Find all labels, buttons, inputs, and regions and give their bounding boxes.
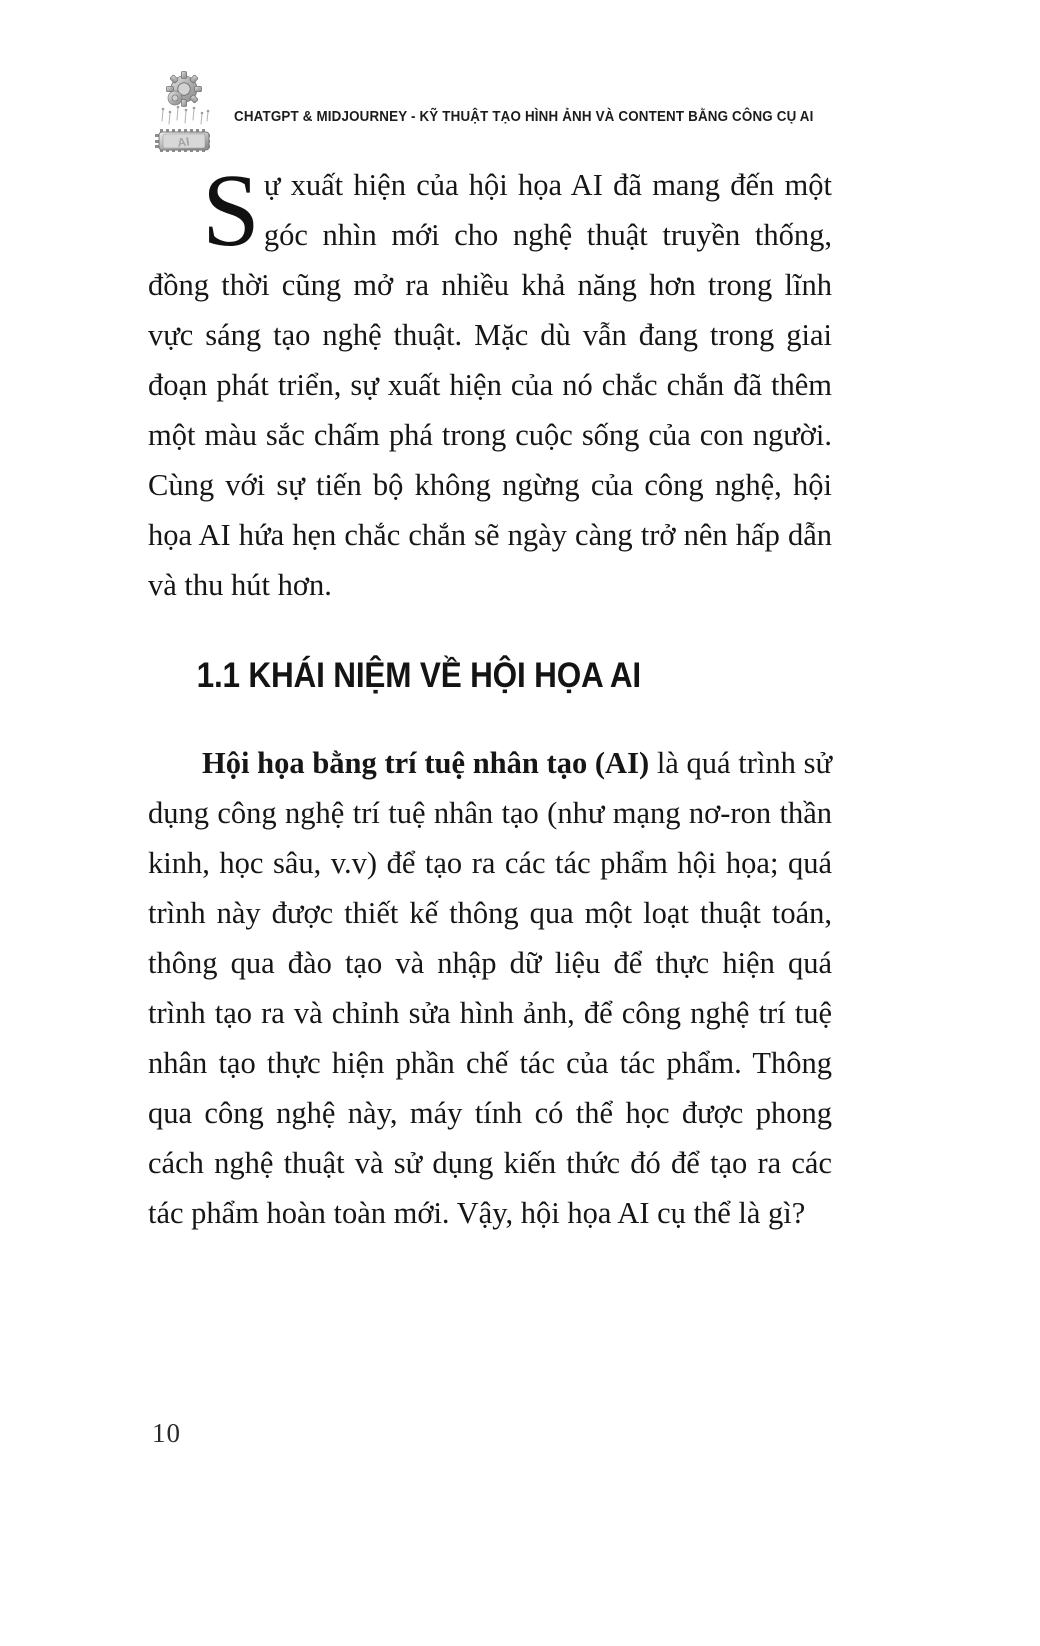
- drop-cap: S: [202, 153, 260, 268]
- spacer-after-heading: [148, 696, 832, 738]
- definition-paragraph: [148, 738, 832, 1238]
- intro-paragraph-text: ự xuất hiện của hội họa AI đã mang đến một góc nhìn mới cho nghệ thuật truyền thống, đồng thời cũng mở ra nhiều khả năng hơn trong lĩnh vực sáng tạo nghệ thuật. Mặc dù vẫn đang trong giai đoạn phát triển, sự xuất hiện của nó chắc chắn đã thêm một màu sắc chấm phá trong cuộc sống của con người. Cùng với sự tiến bộ không ngừng của công nghệ, hội họa AI hứa hẹn chắc chắn sẽ ngày càng trở nên hấp dẫn và thu hút hơn.: [148, 168, 832, 602]
- svg-text:AI: AI: [176, 134, 191, 150]
- intro-paragraph: [148, 153, 832, 610]
- page-content: [148, 153, 832, 1238]
- header-title: CHATGPT & MIDJOURNEY - KỸ THUẬT TẠO HÌNH ẢNH VÀ CONTENT BẰNG CÔNG CỤ AI: [234, 107, 814, 125]
- ai-chip-gear-icon: [148, 63, 220, 153]
- definition-lead-term: Hội họa bằng trí tuệ nhân tạo (AI): [202, 746, 650, 780]
- spacer-before-heading: [148, 610, 832, 656]
- definition-paragraph-text: là quá trình sử dụng công nghệ trí tuệ nhân tạo (như mạng nơ-ron thần kinh, học sâu, v.v) để tạo ra các tác phẩm hội họa; quá trình này được thiết kế thông qua một loạt thuật toán, thông qua đào tạo và nhập dữ liệu để thực hiện quá trình tạo ra và chỉnh sửa hình ảnh, để công nghệ trí tuệ nhân tạo thực hiện phần chế tác của tác phẩm. Thông qua công nghệ này, máy tính có thể học được phong cách nghệ thuật và sử dụng kiến thức đó để tạo ra các tác phẩm hoàn toàn mới. Vậy, hội họa AI cụ thể là gì?: [148, 746, 832, 1230]
- section-heading: 1.1 KHÁI NIỆM VỀ HỘI HỌA AI: [196, 656, 641, 695]
- running-header: [148, 62, 848, 154]
- page-number: 10: [152, 1418, 181, 1448]
